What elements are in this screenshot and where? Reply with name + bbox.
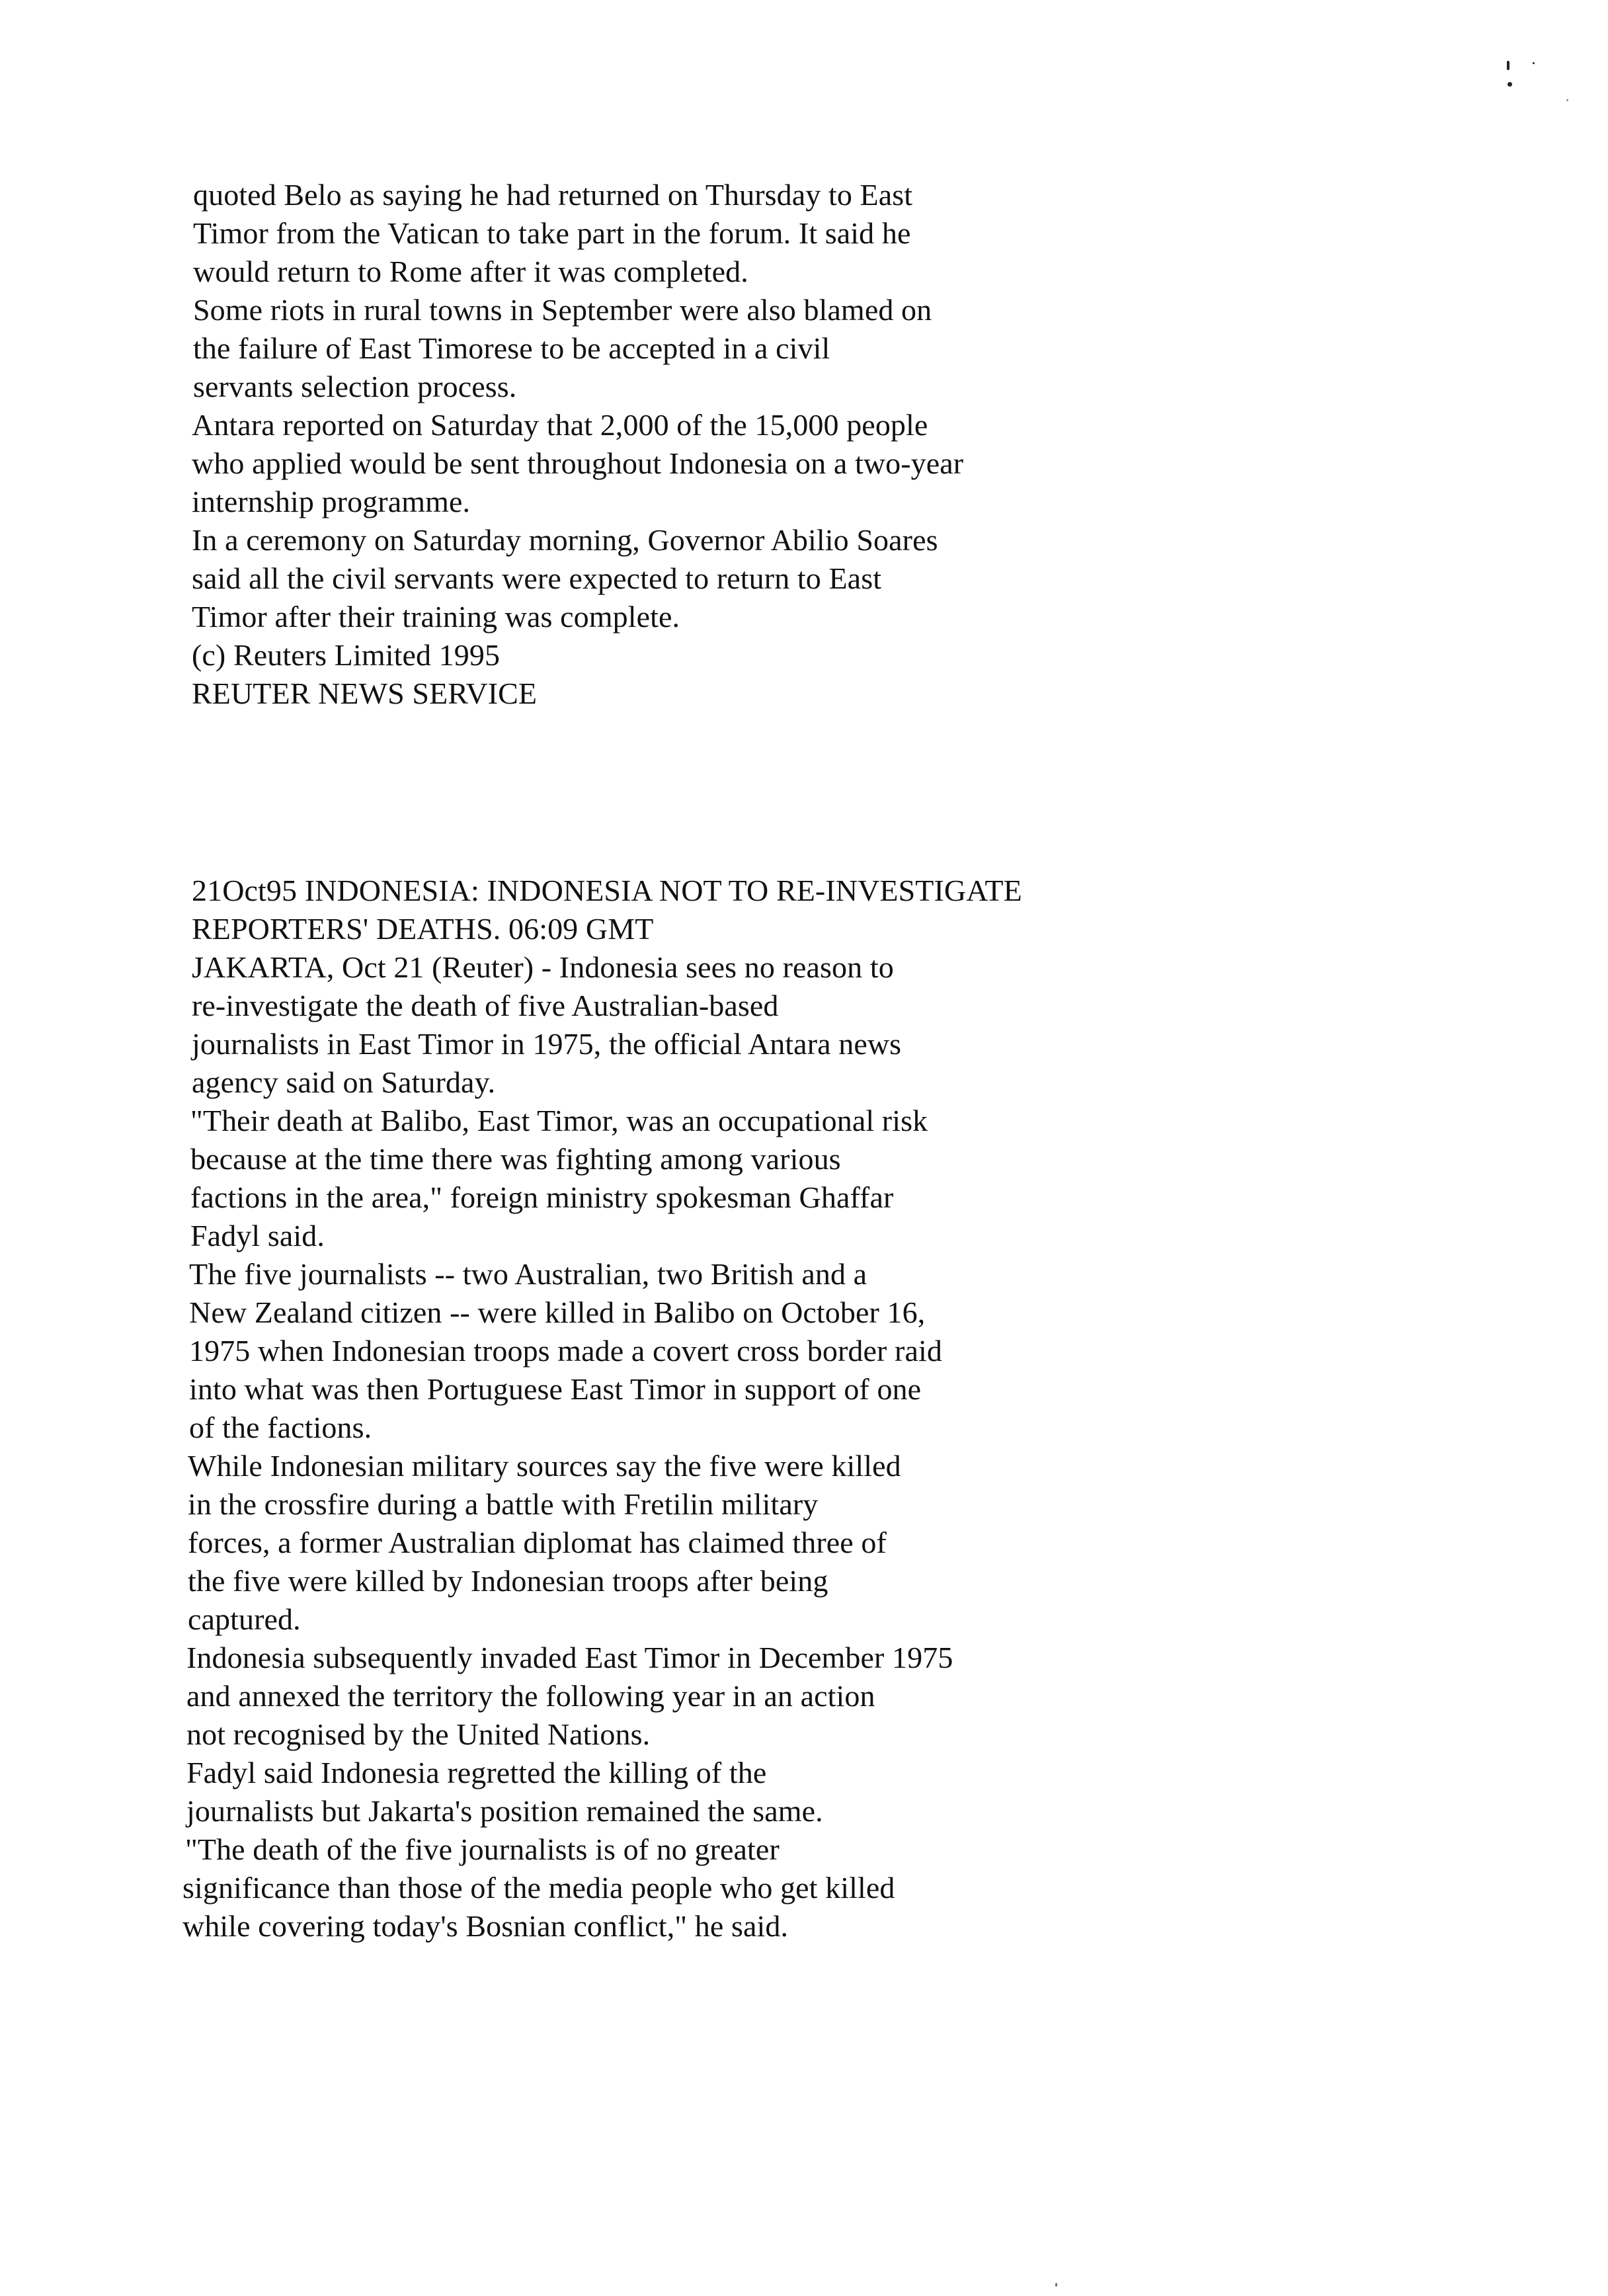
text-line: would return to Rome after it was completed. (193, 255, 748, 288)
text-line: REUTER NEWS SERVICE (192, 676, 538, 710)
text-line: In a ceremony on Saturday morning, Governor Abilio Soares (192, 523, 938, 557)
text-line: into what was then Portuguese East Timor in support of one (189, 1372, 922, 1406)
text-line: journalists in East Timor in 1975, the official Antara news (192, 1027, 902, 1061)
text-line: While Indonesian military sources say the five were killed (188, 1449, 901, 1483)
text-line: Timor from the Vatican to take part in the forum. It said he (193, 216, 911, 250)
text-line: servants selection process. (193, 370, 517, 403)
article-headline: 21Oct95 INDONESIA: INDONESIA NOT TO RE-INVESTIGATE (192, 874, 1022, 907)
text-line: internship programme. (192, 485, 471, 518)
text-line: "The death of the five journalists is of no greater (185, 1832, 780, 1866)
text-line: The five journalists -- two Australian, two British and a (189, 1257, 867, 1291)
text-line: Antara reported on Saturday that 2,000 of the 15,000 people (192, 408, 928, 442)
text-line: 1975 when Indonesian troops made a covert cross border raid (189, 1334, 942, 1368)
article-headline: REPORTERS' DEATHS. 06:09 GMT (192, 912, 654, 946)
text-line: not recognised by the United Nations. (186, 1717, 651, 1751)
text-line: because at the time there was fighting among various (190, 1142, 841, 1176)
text-line: "Their death at Balibo, East Timor, was an occupational risk (190, 1104, 928, 1137)
text-line: and annexed the territory the following year in an action (186, 1679, 875, 1713)
text-line: journalists but Jakarta's position remained the same. (186, 1794, 823, 1828)
text-line: of the factions. (189, 1411, 372, 1444)
text-line: JAKARTA, Oct 21 (Reuter) - Indonesia sees no reason to (192, 950, 894, 984)
scan-speck (1566, 99, 1568, 101)
text-line: quoted Belo as saying he had returned on Thursday to East (193, 178, 913, 212)
text-line: Fadyl said. (190, 1219, 325, 1252)
scan-speck (1508, 82, 1512, 87)
text-line: agency said on Saturday. (192, 1065, 496, 1099)
text-line: factions in the area," foreign ministry spokesman Ghaffar (190, 1180, 894, 1214)
text-line: while covering today's Bosnian conflict," he said. (182, 1909, 789, 1943)
text-line: Indonesia subsequently invaded East Timor in December 1975 (186, 1641, 953, 1674)
text-line: Timor after their training was complete. (192, 600, 680, 634)
text-line: the five were killed by Indonesian troops after being (188, 1564, 828, 1598)
text-line: re-investigate the death of five Australian-based (192, 989, 779, 1022)
text-line: Fadyl said Indonesia regretted the killing of the (186, 1756, 767, 1789)
text-line: New Zealand citizen -- were killed in Balibo on October 16, (189, 1295, 926, 1329)
text-line: in the crossfire during a battle with Fretilin military (188, 1487, 819, 1521)
text-line: significance than those of the media people who get killed (182, 1871, 895, 1905)
text-line: the failure of East Timorese to be accepted in a civil (193, 331, 830, 365)
text-line: (c) Reuters Limited 1995 (192, 638, 501, 672)
scan-speck (1055, 2283, 1057, 2287)
scan-speck (1507, 61, 1509, 70)
text-line: who applied would be sent throughout Indonesia on a two-year (192, 446, 964, 480)
text-line: captured. (188, 1602, 301, 1636)
scan-speck (1533, 62, 1535, 64)
text-line: said all the civil servants were expected to return to East (192, 561, 882, 595)
text-line: Some riots in rural towns in September were also blamed on (193, 293, 932, 327)
text-line: forces, a former Australian diplomat has claimed three of (188, 1526, 887, 1559)
